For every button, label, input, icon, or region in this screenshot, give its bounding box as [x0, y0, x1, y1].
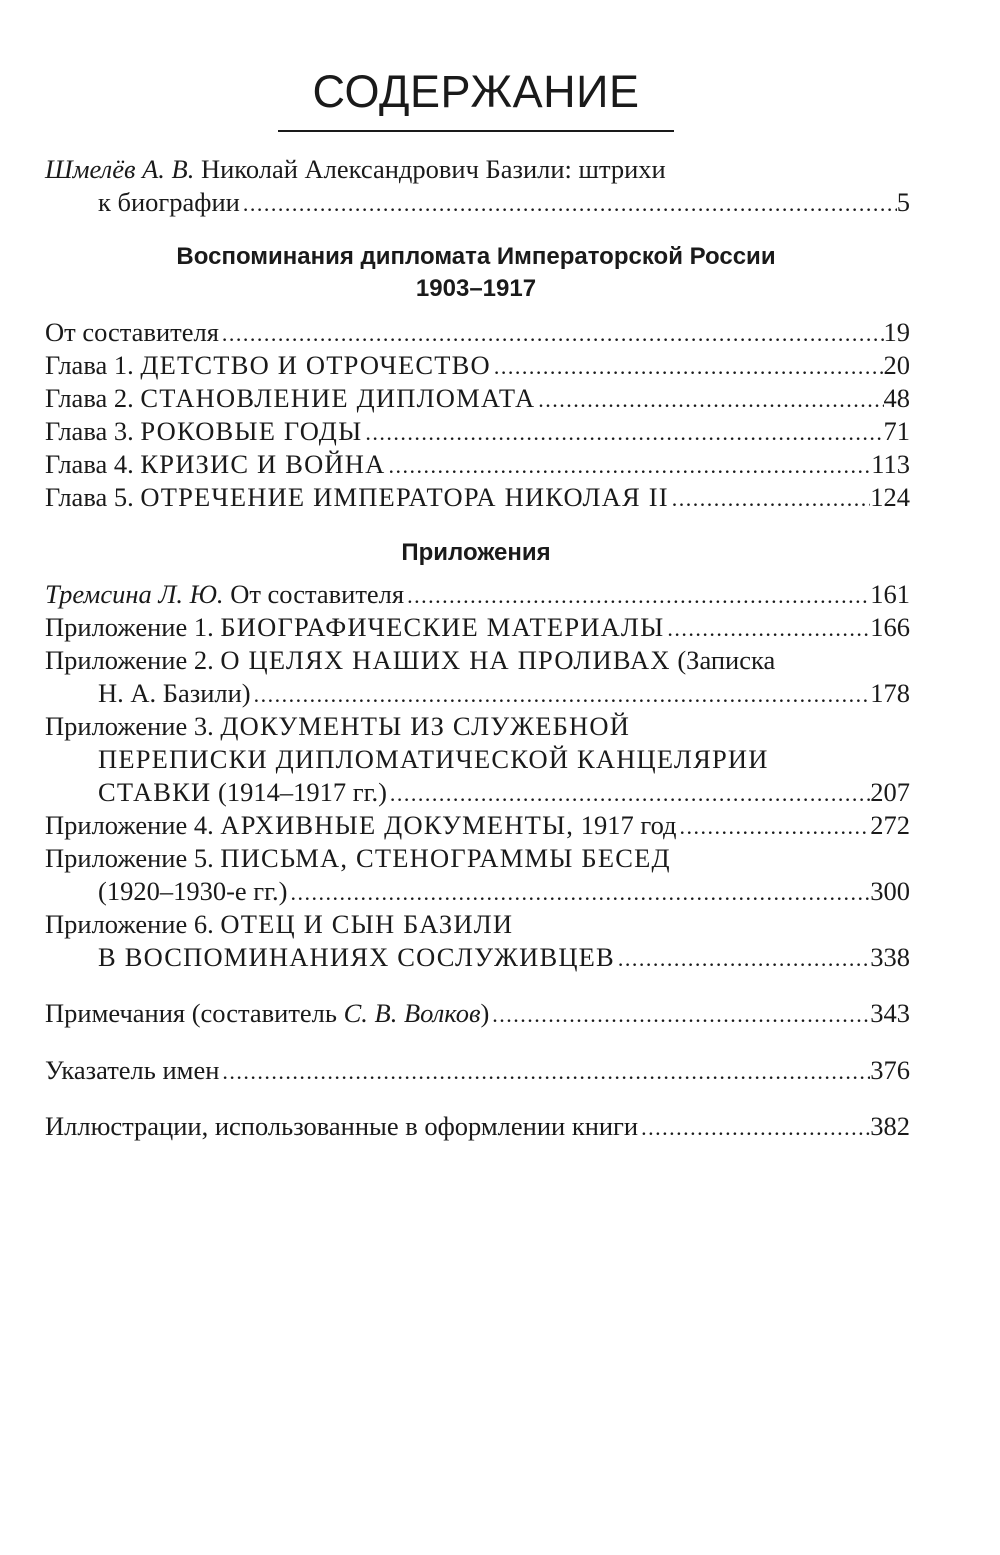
entry-prefix: Приложение 3.	[45, 711, 221, 741]
toc-entry-line2	[98, 875, 910, 908]
leader-dots	[489, 998, 870, 1031]
entry-title: ПИСЬМА, СТЕНОГРАММЫ БЕСЕД	[220, 843, 671, 873]
page-number: 161	[870, 579, 910, 609]
entry-title: КРИЗИС И ВОЙНА	[140, 449, 386, 479]
page-title: СОДЕРЖАНИЕ	[312, 66, 640, 117]
leader-dots	[677, 810, 871, 843]
entry-prefix: Приложение 2.	[45, 645, 221, 675]
entry-title: ОТРЕЧЕНИЕ ИМПЕРАТОРА НИКОЛАЯ II	[140, 482, 669, 512]
page-number: 71	[883, 416, 910, 446]
toc-entry-line1	[45, 710, 630, 743]
toc-entry-line2	[98, 743, 769, 776]
page-number: 338	[870, 942, 910, 972]
page-number: 124	[870, 482, 910, 512]
entry-title: ДОКУМЕНТЫ ИЗ СЛУЖЕБНОЙ	[220, 711, 631, 741]
leader-dots	[615, 942, 870, 975]
entry-title: РОКОВЫЕ ГОДЫ	[140, 416, 363, 446]
entry-continuation: (1920–1930-е гг.)	[98, 876, 288, 906]
page-number: 343	[870, 998, 910, 1028]
entry-prefix: Приложение 6.	[45, 909, 221, 939]
section-heading-appendices: Приложения	[401, 539, 551, 566]
toc-entry	[45, 382, 910, 415]
entry-prefix: Глава 5.	[45, 482, 141, 512]
leader-dots	[240, 187, 897, 220]
toc-entry	[45, 349, 910, 382]
entry-prefix: От составителя	[45, 317, 219, 347]
intro-text-line2: к биографии	[98, 187, 240, 217]
page-number: 113	[871, 449, 910, 479]
entry-prefix: Приложение 1.	[45, 612, 221, 642]
entry-prefix: Глава 4.	[45, 449, 141, 479]
toc-entry-index	[45, 1054, 910, 1087]
entry-title: СТАНОВЛЕНИЕ ДИПЛОМАТА	[140, 383, 536, 413]
page-number: 20	[883, 350, 910, 380]
entry-prefix: Приложение 4.	[45, 810, 221, 840]
toc-entry-illustrations	[45, 1110, 910, 1143]
illustrations-text: Иллюстрации, использованные в оформлении книги	[45, 1111, 639, 1141]
entry-title: ДЕТСТВО И ОТРОЧЕСТВО	[140, 350, 491, 380]
toc-entry-line1	[45, 644, 775, 677]
entry-title: О ЦЕЛЯХ НАШИХ НА ПРОЛИВАХ	[220, 645, 671, 675]
leader-dots	[638, 1111, 870, 1144]
toc-entry-line1	[45, 908, 513, 941]
toc-entry-line2	[98, 677, 910, 710]
toc-entry	[45, 809, 910, 842]
toc-entry-notes	[45, 997, 910, 1030]
leader-dots	[669, 482, 870, 515]
entry-title: ПЕРЕПИСКИ ДИПЛОМАТИЧЕСКОЙ КАНЦЕЛЯРИИ	[98, 744, 769, 774]
page-number: 300	[870, 876, 910, 906]
entry-suffix: (1914–1917 гг.)	[211, 777, 387, 807]
intro-text-line1: Николай Александрович Базили: штрихи	[200, 154, 666, 184]
entry-continuation: Н. А. Базили)	[98, 678, 251, 708]
leader-dots	[664, 612, 870, 645]
page-number: 48	[883, 383, 910, 413]
page-number: 272	[870, 810, 910, 840]
section-heading-memoirs: Воспоминания дипломата Императорской России	[176, 243, 776, 270]
leader-dots	[219, 1055, 870, 1088]
entry-title: В ВОСПОМИНАНИЯХ СОСЛУЖИВЦЕВ	[98, 942, 615, 972]
page-number: 166	[870, 612, 910, 642]
leader-dots	[404, 579, 870, 612]
entry-title: От составителя	[223, 579, 405, 609]
toc-entry	[45, 415, 910, 448]
intro-author: Шмелёв А. В.	[45, 154, 195, 184]
toc-entry-line2	[98, 941, 910, 974]
entry-title: АРХИВНЫЕ ДОКУМЕНТЫ,	[220, 810, 575, 840]
toc-entry	[45, 611, 910, 644]
page-number: 376	[870, 1055, 910, 1085]
toc-entry	[45, 316, 910, 349]
page-number: 19	[883, 317, 910, 347]
section-heading-years: 1903–1917	[415, 275, 537, 302]
toc-entry-intro-line1	[45, 153, 666, 186]
entry-title: ОТЕЦ И СЫН БАЗИЛИ	[220, 909, 514, 939]
leader-dots	[362, 416, 883, 449]
leader-dots	[385, 449, 871, 482]
toc-entry-line3	[98, 776, 910, 809]
page-number: 382	[870, 1111, 910, 1141]
page-number: 5	[896, 187, 910, 217]
page-number: 207	[870, 777, 910, 807]
toc-entry	[45, 481, 910, 514]
entry-suffix: (Записка	[670, 645, 776, 675]
entry-suffix: 1917 год	[574, 810, 677, 840]
toc-entry-line1	[45, 842, 671, 875]
entry-author: Тремсина Л. Ю.	[45, 579, 224, 609]
entry-title: СТАВКИ	[98, 777, 212, 807]
entry-prefix: Глава 1.	[45, 350, 141, 380]
notes-suffix: )	[480, 998, 490, 1028]
index-text: Указатель имен	[45, 1055, 220, 1085]
leader-dots	[535, 383, 883, 416]
leader-dots	[387, 777, 870, 810]
leader-dots	[288, 876, 871, 909]
toc-entry	[45, 448, 910, 481]
leader-dots	[251, 678, 871, 711]
toc-entry	[45, 578, 910, 611]
entry-title: БИОГРАФИЧЕСКИЕ МАТЕРИАЛЫ	[220, 612, 665, 642]
toc-entry-intro-line2	[98, 186, 910, 219]
page-number: 178	[870, 678, 910, 708]
notes-author: С. В. Волков	[343, 998, 481, 1028]
entry-prefix: Глава 2.	[45, 383, 141, 413]
entry-prefix: Приложение 5.	[45, 843, 221, 873]
notes-prefix: Примечания (составитель	[45, 998, 344, 1028]
leader-dots	[219, 317, 884, 350]
entry-prefix: Глава 3.	[45, 416, 141, 446]
title-underline	[278, 130, 674, 132]
leader-dots	[491, 350, 884, 383]
